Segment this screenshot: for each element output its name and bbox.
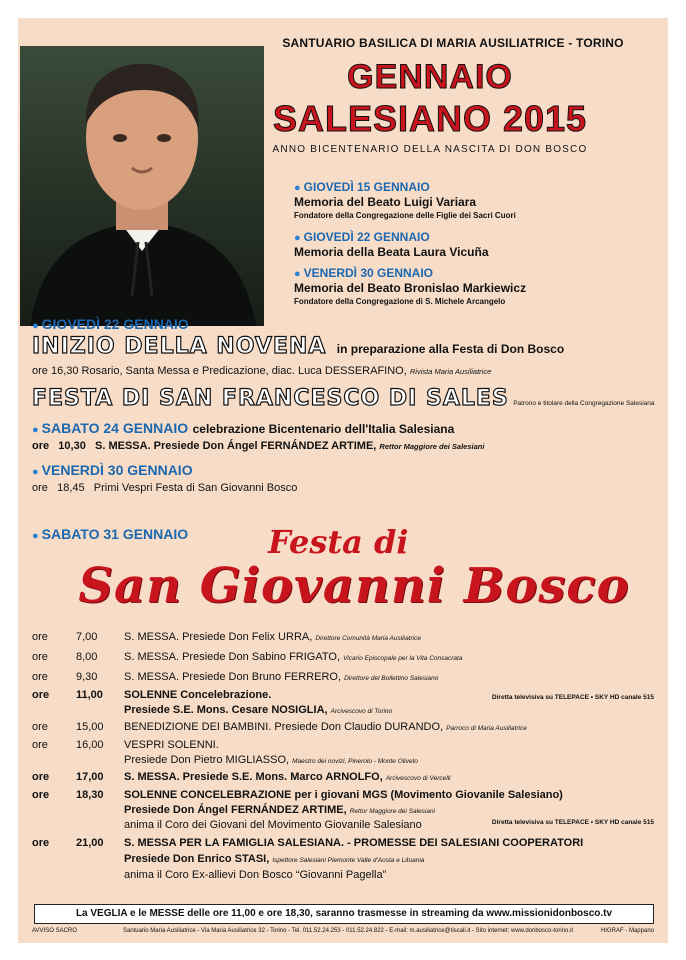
program-desc: BENEDIZIONE DEI BAMBINI. Presiede Don Claudio DURANDO,: [124, 721, 444, 733]
event-name: Memoria della Beata Laura Vicuña: [294, 245, 489, 259]
program-desc: VESPRI SOLENNI.: [124, 739, 219, 751]
s24-date: ● SABATO 24 GENNAIO: [32, 420, 188, 436]
program-note: Ispettore Salesiani Piemonte Valle d'Aosta e Lituania: [272, 857, 425, 864]
festa-note: Patrono e titolare della Congregazione Salesiana: [513, 400, 655, 407]
sanctuary-name: SANTUARIO BASILICA DI MARIA AUSILIATRICE - TORINO: [282, 36, 624, 50]
festa-row: [32, 386, 655, 411]
event-date: ● GIOVEDÌ 22 GENNAIO: [294, 230, 489, 245]
program-desc: anima il Coro Ex-allievi Don Bosco “Giovanni Pagella”: [124, 869, 387, 881]
program-desc: Presiede Don Enrico STASI,: [124, 853, 270, 865]
program-time: 17,00: [76, 771, 104, 783]
program-time: 8,00: [76, 651, 98, 663]
tv-note: Diretta televisiva su TELEPACE • SKY HD canale 515: [491, 819, 654, 826]
footer-right: HIGRAF - Mappano: [600, 928, 654, 934]
program-ore: ore: [32, 651, 48, 663]
program-time: 16,00: [76, 739, 104, 751]
event-name: Memoria del Beato Luigi Variara: [294, 195, 477, 209]
program-time: 18,30: [76, 789, 104, 801]
program-note: Maestro dei novizi, Pinerolo - Monte Oliveto: [292, 758, 418, 765]
novena-detail-row: [32, 365, 491, 377]
program-text: [124, 720, 654, 736]
program-text: [124, 650, 654, 666]
event-sub: Fondatore della Congregazione delle Figlie dei Sacri Cuori: [294, 211, 516, 220]
program-desc: SOLENNE Concelebrazione.: [124, 689, 272, 701]
novena-heading: INIZIO DELLA NOVENA: [32, 334, 327, 359]
program-text: [124, 753, 654, 769]
program-note: Vicario Episcopale per la Vita Consacrata: [343, 655, 463, 662]
program-time: 11,00: [76, 689, 103, 701]
s24-note: Rettor Maggiore dei Salesiani: [379, 442, 485, 451]
program-desc: S. MESSA. Presiede Don Felix URRA,: [124, 631, 313, 643]
program-time: 9,30: [76, 671, 98, 683]
novena-row: [32, 334, 564, 359]
title-line2: SALESIANO 2015: [272, 98, 588, 139]
v30-time: 18,45: [57, 482, 85, 494]
novena-text: in preparazione alla Festa di Don Bosco: [336, 342, 565, 356]
subtitle: ANNO BICENTENARIO DELLA NASCITA DI DON BOSCO: [272, 144, 588, 155]
festa-di-script: Festa di: [268, 523, 409, 561]
program-ore: ore: [32, 631, 48, 643]
portrait-illustration: [20, 46, 264, 326]
s24-row: [32, 420, 454, 438]
san-giovanni-bosco-script: San Giovanni Bosco: [78, 558, 630, 614]
program-text: [124, 738, 654, 754]
program-ore: ore: [32, 721, 48, 733]
event-date: ● VENERDÌ 30 GENNAIO: [294, 266, 526, 281]
program-text: [124, 703, 654, 719]
program-desc: S. MESSA. Presiede Don Bruno FERRERO,: [124, 671, 342, 683]
program-note: Rettor Maggiore dei Salesiani: [349, 808, 436, 815]
title-line1: GENNAIO: [347, 58, 513, 96]
g22-date: ● GIOVEDÌ 22 GENNAIO: [32, 316, 189, 332]
v30-row: [32, 482, 297, 494]
poster: [18, 18, 668, 943]
program-time: 7,00: [76, 631, 98, 643]
s24-ore: ore: [32, 440, 50, 452]
program-note: Arcivescovo di Torino: [330, 708, 393, 715]
don-bosco-portrait: [20, 46, 264, 326]
novena-detail: ore 16,30 Rosario, Santa Messa e Predicazione, diac. Luca DESSERAFINO,: [32, 365, 407, 377]
v30-date: ● VENERDÌ 30 GENNAIO: [32, 462, 193, 478]
program-text: [124, 803, 654, 819]
s24-detail: S. MESSA. Presiede Don Ángel FERNÁNDEZ ARTIME,: [95, 440, 377, 452]
v30-ore: ore: [32, 482, 48, 494]
program-time: 21,00: [76, 837, 104, 849]
program-text: [124, 788, 654, 804]
s31-date: ● SABATO 31 GENNAIO: [32, 526, 188, 542]
event-date: ● GIOVEDÌ 15 GENNAIO: [294, 180, 516, 195]
program-text: [124, 630, 654, 646]
program-note: Arcivescovo di Vercelli: [385, 775, 451, 782]
program-desc: Presiede S.E. Mons. Cesare NOSIGLIA,: [124, 704, 328, 716]
program-time: 15,00: [76, 721, 104, 733]
program-text: [124, 852, 654, 868]
side-event: [294, 180, 516, 223]
program-ore: ore: [32, 789, 50, 801]
novena-note: Rivista Maria Ausiliatrice: [409, 367, 492, 376]
program-desc: S. MESSA PER LA FAMIGLIA SALESIANA. - PROMESSE DEI SALESIANI COOPERATORI: [124, 837, 584, 849]
program-ore: ore: [32, 837, 50, 849]
side-event: [294, 266, 526, 309]
program-note: Direttore del Bollettino Salesiano: [344, 675, 439, 682]
program-desc: S. MESSA. Presiede Don Sabino FRIGATO,: [124, 651, 341, 663]
program-ore: ore: [32, 771, 50, 783]
s24-detail-row: [32, 440, 484, 452]
s24-text: celebrazione Bicentenario dell'Italia Salesiana: [192, 422, 455, 436]
event-sub: Fondatore della Congregazione di S. Michele Arcangelo: [294, 297, 506, 306]
program-ore: ore: [32, 689, 50, 701]
footer-center: Santuario Maria Ausiliatrice - Via Maria Ausiliatrice 32 - Torino - Tel. 011.52.24.253 - 011.52.24.822 - E-mail: m.ausiliatrice@tiscali.it - Sito internet: www.donbosco-torino.it: [122, 928, 574, 934]
program-text: [124, 868, 654, 884]
side-event: [294, 230, 489, 259]
festa-heading: FESTA DI SAN FRANCESCO DI SALES: [32, 386, 509, 411]
program-desc: SOLENNE CONCELEBRAZIONE per i giovani MGS (Movimento Giovanile Salesiano): [124, 789, 563, 801]
footer-left: AVVISO SACRO: [32, 928, 77, 934]
s24-time: 10,30: [58, 440, 86, 452]
event-name: Memoria del Beato Bronislao Markiewicz: [294, 281, 527, 295]
tv-note: Diretta televisiva su TELEPACE • SKY HD canale 515: [491, 694, 654, 701]
program-desc: Presiede Don Pietro MIGLIASSO,: [124, 754, 290, 766]
streaming-banner: La VEGLIA e le MESSE delle ore 11,00 e ore 18,30, saranno trasmesse in streaming da www.missionidonbosco.tv: [34, 904, 654, 924]
program-text: [124, 836, 654, 852]
program-note: Parroco di Maria Ausiliatrice: [446, 725, 527, 732]
program-note: Direttore Comunità Maria Ausiliatrice: [315, 635, 421, 642]
program-text: [124, 770, 654, 786]
program-desc: Presiede Don Ángel FERNÁNDEZ ARTIME,: [124, 804, 347, 816]
v30-detail: Primi Vespri Festa di San Giovanni Bosco: [93, 482, 298, 494]
program-ore: ore: [32, 671, 48, 683]
program-text: [124, 670, 654, 686]
program-desc: S. MESSA. Presiede S.E. Mons. Marco ARNOLFO,: [124, 771, 383, 783]
program-desc: anima il Coro dei Giovani del Movimento Giovanile Salesiano: [124, 819, 422, 831]
program-ore: ore: [32, 739, 48, 751]
